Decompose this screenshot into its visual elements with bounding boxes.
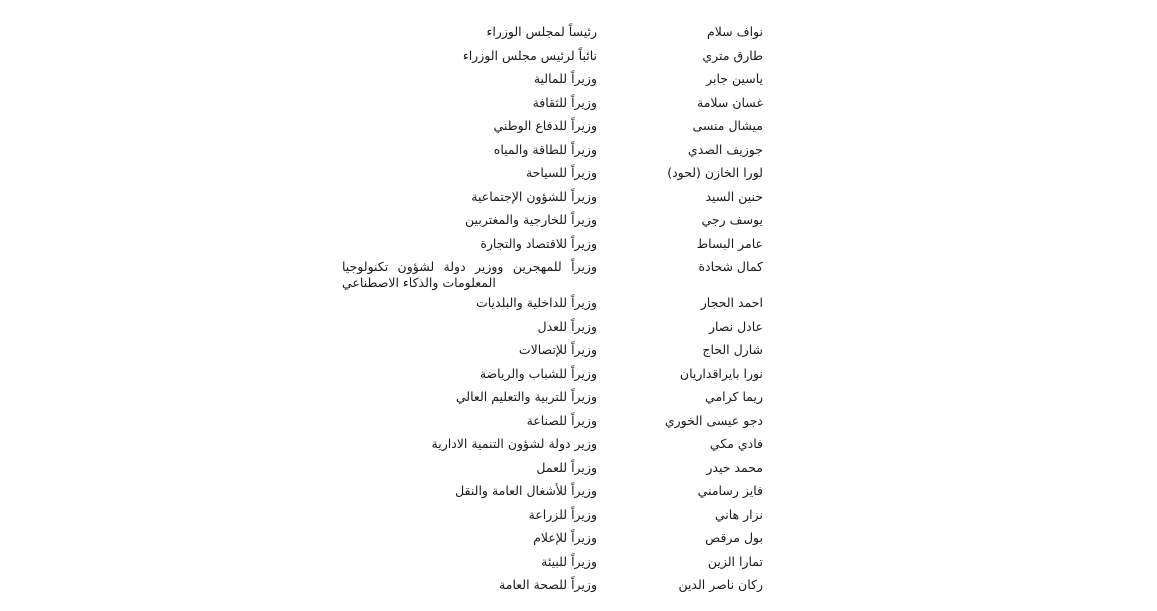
minister-row bbox=[0, 67, 1157, 91]
minister-name: حنين السيد bbox=[705, 188, 763, 204]
minister-row bbox=[0, 20, 1157, 44]
minister-name: غسان سلامة bbox=[697, 94, 763, 110]
minister-position: وزيراً للأشغال العامة والنقل bbox=[455, 483, 597, 498]
minister-name: كمال شحادة bbox=[698, 259, 763, 274]
minister-row bbox=[0, 315, 1157, 339]
minister-name: لورا الخازن (لحود) bbox=[667, 165, 763, 180]
minister-row bbox=[0, 338, 1157, 362]
minister-name: جوزيف الصدي bbox=[687, 141, 763, 157]
minister-name: طارق متري bbox=[702, 47, 763, 63]
minister-name: بول مرقص bbox=[705, 530, 763, 545]
minister-position: وزيراً للإتصالات bbox=[518, 342, 597, 357]
minister-name: ياسين جابر bbox=[706, 71, 763, 86]
minister-name: نواف سلام bbox=[706, 24, 763, 39]
minister-row bbox=[0, 91, 1157, 115]
minister-name: دجو عيسى الخوري bbox=[664, 412, 763, 428]
minister-row bbox=[0, 291, 1157, 315]
minister-position: وزير دولة لشؤون التنمية الادارية bbox=[431, 436, 597, 451]
minister-row bbox=[0, 185, 1157, 209]
minister-position: وزيراً للخارجية والمغتربين bbox=[465, 212, 597, 227]
minister-position: وزيراً للداخلية والبلديات bbox=[475, 295, 597, 310]
minister-name: تمارا الزين bbox=[707, 553, 763, 569]
minister-row bbox=[0, 114, 1157, 138]
minister-position: وزيراً للعدل bbox=[537, 318, 597, 334]
minister-position: وزيراً للصناعة bbox=[526, 412, 597, 428]
minister-position: وزيراً للدفاع الوطني bbox=[493, 118, 597, 133]
minister-row bbox=[0, 208, 1157, 232]
minister-row bbox=[0, 232, 1157, 256]
minister-row bbox=[0, 479, 1157, 503]
minister-position: وزيراً للسياحة bbox=[525, 165, 597, 180]
minister-name: ركان ناصر الدين bbox=[678, 577, 763, 592]
minister-name: ريما كرامي bbox=[705, 389, 763, 404]
minister-row bbox=[0, 138, 1157, 162]
minister-name: عامر البساط bbox=[696, 235, 763, 251]
minister-position: وزيراً للشؤون الإجتماعية bbox=[471, 188, 597, 204]
minister-row bbox=[0, 503, 1157, 527]
minister-name: نزار هاني bbox=[714, 506, 763, 522]
minister-row bbox=[0, 432, 1157, 456]
minister-position-line2: المعلومات والذكاء الاصطناعي bbox=[342, 275, 496, 290]
minister-position: نائباً لرئيس مجلس الوزراء bbox=[462, 47, 597, 63]
minister-position: وزيراً للطاقة والمياه bbox=[493, 141, 597, 157]
minister-name: نورا بايراقداريان bbox=[679, 365, 763, 381]
minister-name: شارل الحاج bbox=[702, 342, 763, 357]
minister-name: ميشال منسى bbox=[692, 118, 763, 133]
minister-name: فايز رسامني bbox=[697, 483, 763, 498]
minister-row bbox=[0, 526, 1157, 550]
minister-row bbox=[0, 573, 1157, 597]
minister-row bbox=[0, 550, 1157, 574]
minister-row bbox=[0, 456, 1157, 480]
minister-position: وزيراً للمالية bbox=[533, 71, 597, 86]
minister-position: وزيراً للشباب والرياضة bbox=[479, 365, 597, 381]
minister-row bbox=[0, 409, 1157, 433]
minister-name: احمد الحجار bbox=[700, 295, 763, 310]
minister-position: رئيساً لمجلس الوزراء bbox=[486, 24, 597, 39]
minister-row bbox=[0, 255, 1157, 291]
minister-position: وزيراً للزراعة bbox=[528, 506, 597, 522]
minister-name: محمد حيدر bbox=[706, 459, 763, 475]
minister-row bbox=[0, 362, 1157, 386]
minister-name: يوسف رجي bbox=[701, 212, 763, 227]
minister-row bbox=[0, 44, 1157, 68]
minister-row bbox=[0, 385, 1157, 409]
minister-position: وزيراً للثقافة bbox=[532, 94, 597, 110]
minister-position: وزيراً للبيئة bbox=[541, 553, 597, 569]
minister-name: فادي مكي bbox=[709, 436, 763, 451]
minister-position: وزيراً للاقتصاد والتجارة bbox=[480, 235, 597, 251]
minister-position bbox=[342, 255, 597, 291]
minister-row bbox=[0, 161, 1157, 185]
minister-position: وزيراً للتربية والتعليم العالي bbox=[455, 389, 597, 404]
minister-position: وزيراً للعمل bbox=[536, 459, 597, 475]
minister-position: وزيراً للإعلام bbox=[533, 530, 597, 545]
minister-name: عادل نصار bbox=[708, 318, 763, 334]
minister-position: وزيراً للصحة العامة bbox=[499, 577, 597, 592]
minister-position-line1: وزيراً للمهجرين ووزير دولة لشؤون تكنولوجيا bbox=[342, 259, 597, 274]
